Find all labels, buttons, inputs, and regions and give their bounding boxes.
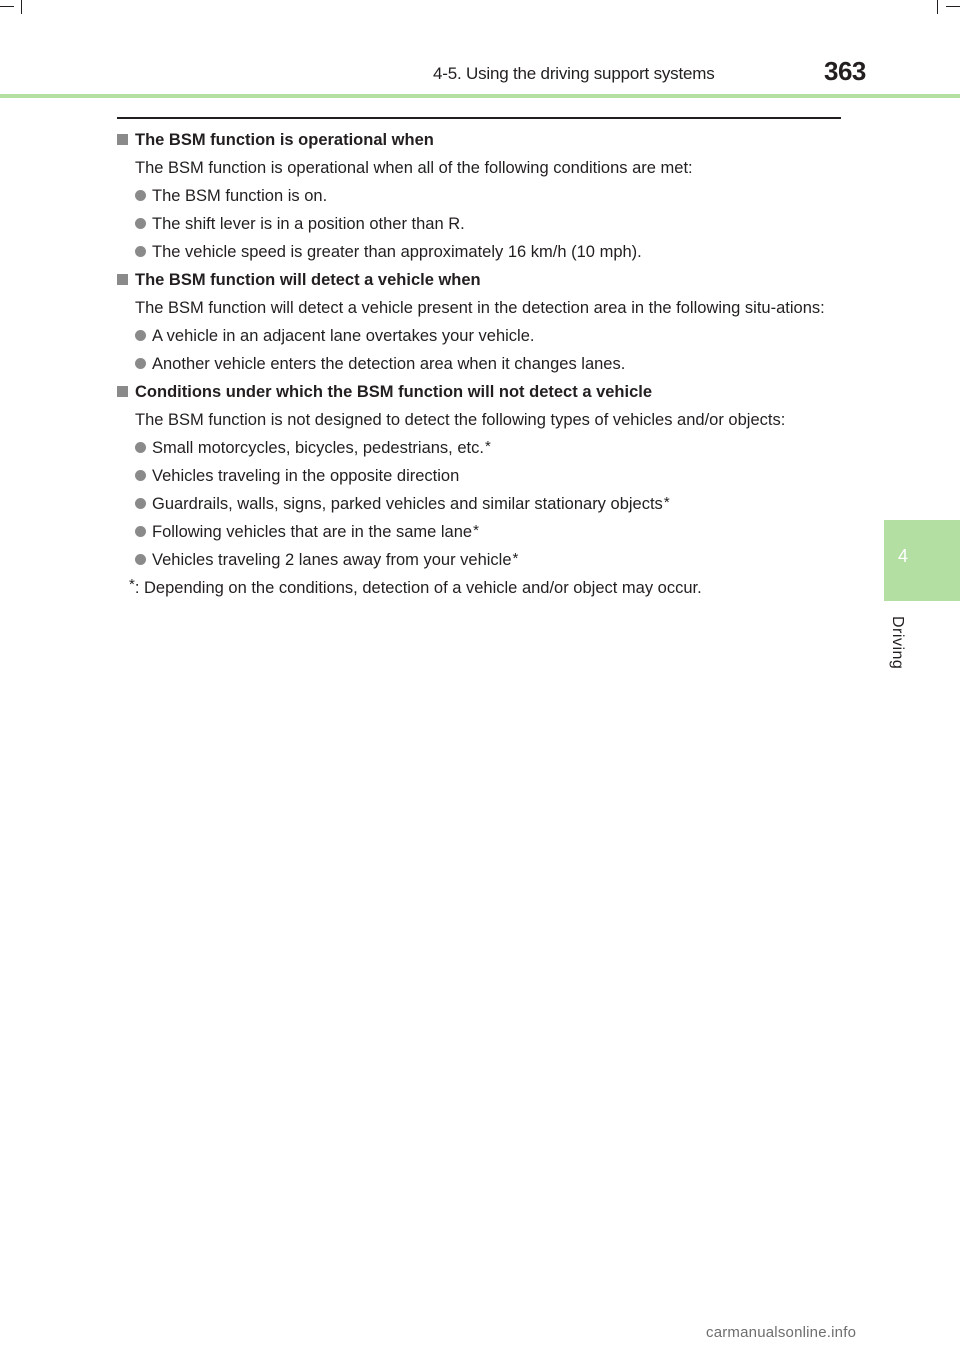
square-bullet-icon <box>117 386 128 397</box>
section-heading <box>117 378 837 406</box>
section-operational-conditions <box>117 126 837 266</box>
list-item <box>135 350 837 378</box>
round-bullet-icon <box>135 190 146 201</box>
round-bullet-icon <box>135 442 146 453</box>
main-content <box>117 126 837 602</box>
crop-mark-top-right-v <box>937 0 938 14</box>
list-item-text: A vehicle in an adjacent lane overtakes your vehicle. <box>152 327 535 345</box>
section-detect-conditions <box>117 266 837 378</box>
list-item: Following vehicles that are in the same lane * <box>135 518 837 546</box>
section-heading-text: The BSM function will detect a vehicle when <box>135 271 481 289</box>
list-item: Vehicles traveling 2 lanes away from your vehicle * <box>135 546 837 574</box>
header-divider <box>0 94 960 98</box>
section-heading-text: Conditions under which the BSM function will not detect a vehicle <box>135 383 653 401</box>
page-number: 363 <box>824 56 866 86</box>
list-item-text: Vehicles traveling 2 lanes away from your vehicle <box>152 551 512 569</box>
round-bullet-icon <box>135 246 146 257</box>
list-item-text: Guardrails, walls, signs, parked vehicles and similar stationary objects <box>152 495 663 513</box>
footnote-text: : Depending on the conditions, detection of a vehicle and/or object may occur. <box>134 579 702 597</box>
list-item: Small motorcycles, bicycles, pedestrians, etc. * <box>135 434 837 462</box>
section-body: The BSM function is operational when all of the following conditions are met: <box>135 159 693 177</box>
section-body: The BSM function will detect a vehicle present in the detection area in the following situ-ations: <box>135 299 825 317</box>
list-item <box>135 462 837 490</box>
round-bullet-icon <box>135 330 146 341</box>
footnote <box>129 574 837 602</box>
round-bullet-icon <box>135 358 146 369</box>
square-bullet-icon <box>117 134 128 145</box>
crop-mark-top-left-h <box>0 6 14 7</box>
round-bullet-icon <box>135 526 146 537</box>
list-item-text: The shift lever is in a position other than R. <box>152 215 465 233</box>
round-bullet-icon <box>135 554 146 565</box>
round-bullet-icon <box>135 498 146 509</box>
square-bullet-icon <box>117 274 128 285</box>
list-item <box>135 238 837 266</box>
list-item-text: Small motorcycles, bicycles, pedestrians, etc. <box>152 439 484 457</box>
list-item <box>135 210 837 238</box>
footnote-mark: * <box>129 576 135 593</box>
list-item <box>135 322 837 350</box>
list-item-text: Another vehicle enters the detection area when it changes lanes. <box>152 355 626 373</box>
crop-mark-top-right-h <box>946 6 960 7</box>
list-item <box>135 182 837 210</box>
chapter-label: Driving <box>889 616 906 670</box>
content-top-rule <box>117 117 841 119</box>
watermark: carmanualsonline.info <box>706 1324 857 1341</box>
chapter-tab[interactable] <box>884 520 960 601</box>
list-item-text: Following vehicles that are in the same lane <box>152 523 473 541</box>
section-heading-text: The BSM function is operational when <box>135 131 434 149</box>
round-bullet-icon <box>135 470 146 481</box>
round-bullet-icon <box>135 218 146 229</box>
section-heading <box>117 266 837 294</box>
list-item-text: Vehicles traveling in the opposite direction <box>152 467 460 485</box>
crop-mark-top-left-v <box>21 0 22 14</box>
list-item: Guardrails, walls, signs, parked vehicles and similar stationary objects * <box>135 490 837 518</box>
list-item-text: The BSM function is on. <box>152 187 328 205</box>
section-body: The BSM function is not designed to detect the following types of vehicles and/or objects: <box>135 411 786 429</box>
list-item-text: The vehicle speed is greater than approximately 16 km/h (10 mph). <box>152 243 642 261</box>
section-not-detect-conditions <box>117 378 837 574</box>
section-header-title: 4-5. Using the driving support systems <box>433 64 715 83</box>
section-heading <box>117 126 837 154</box>
chapter-number: 4 <box>897 546 908 566</box>
